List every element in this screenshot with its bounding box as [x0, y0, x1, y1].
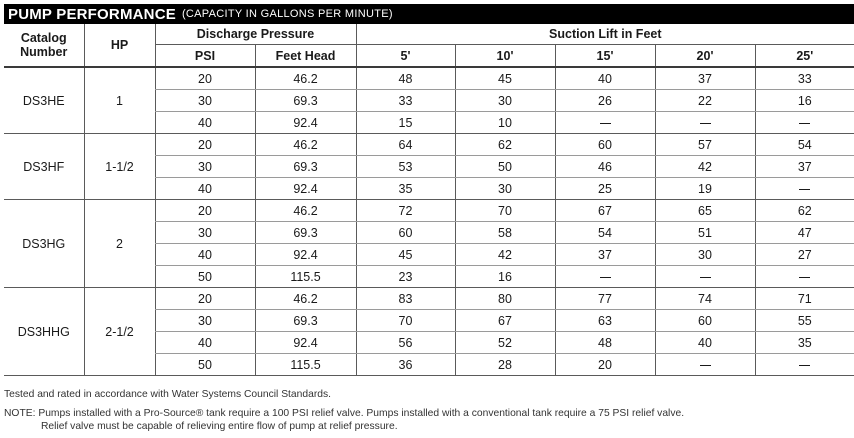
gpm-value-cell: 55 — [755, 310, 854, 332]
gpm-value-cell: 51 — [655, 222, 755, 244]
dash-mark — [600, 277, 611, 278]
catalog-number-cell: DS3HF — [4, 134, 84, 200]
gpm-value-cell: 64 — [356, 134, 455, 156]
gpm-value-cell: 65 — [655, 200, 755, 222]
gpm-value-cell: 80 — [455, 288, 555, 310]
relief-valve-note-cont: Relief valve must be capable of relieving entire flow of pump at relief pressure. — [41, 421, 398, 432]
dash-mark — [700, 123, 711, 124]
feet-head-cell: 69.3 — [255, 222, 356, 244]
gpm-value-cell: 23 — [356, 266, 455, 288]
feet-head-header: Feet Head — [255, 45, 356, 68]
feet-head-cell: 92.4 — [255, 178, 356, 200]
feet-head-cell: 69.3 — [255, 90, 356, 112]
no-value-cell — [755, 266, 854, 288]
gpm-value-cell: 54 — [755, 134, 854, 156]
gpm-value-cell: 25 — [555, 178, 655, 200]
gpm-value-cell: 83 — [356, 288, 455, 310]
hp-cell: 2 — [84, 200, 155, 288]
psi-cell: 30 — [155, 90, 255, 112]
no-value-cell — [755, 178, 854, 200]
catalog-number-cell: DS3HE — [4, 67, 84, 134]
suction-lift-header: Suction Lift in Feet — [356, 24, 854, 45]
dash-mark — [700, 365, 711, 366]
no-value-cell — [555, 266, 655, 288]
gpm-value-cell: 77 — [555, 288, 655, 310]
gpm-value-cell: 16 — [755, 90, 854, 112]
gpm-value-cell: 16 — [455, 266, 555, 288]
feet-head-cell: 69.3 — [255, 310, 356, 332]
table-row — [4, 200, 854, 222]
gpm-value-cell: 62 — [455, 134, 555, 156]
gpm-value-cell: 37 — [655, 67, 755, 90]
gpm-value-cell: 37 — [755, 156, 854, 178]
gpm-value-cell: 54 — [555, 222, 655, 244]
hp-cell: 2-1/2 — [84, 288, 155, 376]
gpm-value-cell: 53 — [356, 156, 455, 178]
feet-head-cell: 46.2 — [255, 288, 356, 310]
gpm-value-cell: 30 — [655, 244, 755, 266]
dash-mark — [799, 189, 810, 190]
gpm-value-cell: 56 — [356, 332, 455, 354]
psi-cell: 50 — [155, 354, 255, 376]
gpm-value-cell: 70 — [356, 310, 455, 332]
gpm-value-cell: 74 — [655, 288, 755, 310]
dash-mark — [600, 123, 611, 124]
gpm-value-cell: 33 — [356, 90, 455, 112]
catalog-number-cell: DS3HHG — [4, 288, 84, 376]
gpm-value-cell: 67 — [555, 200, 655, 222]
gpm-value-cell: 71 — [755, 288, 854, 310]
table-row — [4, 288, 854, 310]
gpm-value-cell: 48 — [356, 67, 455, 90]
table-title-bar — [4, 4, 854, 24]
gpm-value-cell: 60 — [655, 310, 755, 332]
gpm-value-cell: 19 — [655, 178, 755, 200]
feet-head-cell: 115.5 — [255, 266, 356, 288]
gpm-value-cell: 63 — [555, 310, 655, 332]
table-row — [4, 67, 854, 90]
gpm-value-cell: 67 — [455, 310, 555, 332]
footnotes — [4, 388, 684, 433]
table-title: PUMP PERFORMANCE — [8, 5, 176, 23]
feet-head-cell: 46.2 — [255, 200, 356, 222]
gpm-value-cell: 37 — [555, 244, 655, 266]
gpm-value-cell: 42 — [455, 244, 555, 266]
suction-lift-header-5: 25' — [755, 45, 854, 68]
gpm-value-cell: 50 — [455, 156, 555, 178]
psi-cell: 20 — [155, 67, 255, 90]
psi-cell: 40 — [155, 112, 255, 134]
psi-cell: 40 — [155, 178, 255, 200]
dash-mark — [799, 365, 810, 366]
feet-head-cell: 115.5 — [255, 354, 356, 376]
psi-cell: 40 — [155, 244, 255, 266]
suction-lift-header-3: 15' — [555, 45, 655, 68]
gpm-value-cell: 30 — [455, 90, 555, 112]
catalog-number-header — [4, 24, 84, 67]
catalog-number-cell: DS3HG — [4, 200, 84, 288]
feet-head-cell: 46.2 — [255, 67, 356, 90]
relief-valve-note: NOTE: Pumps installed with a Pro-Source® tank require a 100 PSI relief valve. Pumps installed with a conventional tank require a 75 PSI relief valve. — [4, 408, 685, 419]
gpm-value-cell: 47 — [755, 222, 854, 244]
hp-header: HP — [84, 24, 155, 67]
gpm-value-cell: 22 — [655, 90, 755, 112]
gpm-value-cell: 33 — [755, 67, 854, 90]
dash-mark — [799, 277, 810, 278]
psi-header: PSI — [155, 45, 255, 68]
gpm-value-cell: 15 — [356, 112, 455, 134]
table-row — [4, 134, 854, 156]
table-subtitle: (CAPACITY IN GALLONS PER MINUTE) — [181, 8, 393, 20]
no-value-cell — [755, 354, 854, 376]
suction-lift-header-1: 5' — [356, 45, 455, 68]
gpm-value-cell: 30 — [455, 178, 555, 200]
no-value-cell — [655, 266, 755, 288]
feet-head-cell: 92.4 — [255, 112, 356, 134]
gpm-value-cell: 52 — [455, 332, 555, 354]
dash-mark — [799, 123, 810, 124]
gpm-value-cell: 40 — [555, 67, 655, 90]
no-value-cell — [655, 354, 755, 376]
psi-cell: 30 — [155, 222, 255, 244]
tested-note: Tested and rated in accordance with Water Systems Council Standards. — [4, 389, 331, 400]
psi-cell: 20 — [155, 288, 255, 310]
gpm-value-cell: 26 — [555, 90, 655, 112]
gpm-value-cell: 35 — [356, 178, 455, 200]
feet-head-cell: 69.3 — [255, 156, 356, 178]
gpm-value-cell: 46 — [555, 156, 655, 178]
gpm-value-cell: 72 — [356, 200, 455, 222]
gpm-value-cell: 62 — [755, 200, 854, 222]
gpm-value-cell: 42 — [655, 156, 755, 178]
psi-cell: 30 — [155, 156, 255, 178]
gpm-value-cell: 70 — [455, 200, 555, 222]
hp-cell: 1-1/2 — [84, 134, 155, 200]
gpm-value-cell: 45 — [356, 244, 455, 266]
feet-head-cell: 92.4 — [255, 332, 356, 354]
suction-lift-header-4: 20' — [655, 45, 755, 68]
no-value-cell — [655, 112, 755, 134]
psi-cell: 20 — [155, 134, 255, 156]
gpm-value-cell: 60 — [555, 134, 655, 156]
gpm-value-cell: 10 — [455, 112, 555, 134]
gpm-value-cell: 28 — [455, 354, 555, 376]
gpm-value-cell: 36 — [356, 354, 455, 376]
suction-lift-header-2: 10' — [455, 45, 555, 68]
gpm-value-cell: 45 — [455, 67, 555, 90]
gpm-value-cell: 48 — [555, 332, 655, 354]
pump-performance-table — [4, 24, 854, 376]
catalog-header-line2: Number — [20, 45, 68, 59]
gpm-value-cell: 57 — [655, 134, 755, 156]
psi-cell: 20 — [155, 200, 255, 222]
no-value-cell — [555, 112, 655, 134]
psi-cell: 30 — [155, 310, 255, 332]
feet-head-cell: 92.4 — [255, 244, 356, 266]
gpm-value-cell: 60 — [356, 222, 455, 244]
gpm-value-cell: 35 — [755, 332, 854, 354]
gpm-value-cell: 27 — [755, 244, 854, 266]
psi-cell: 50 — [155, 266, 255, 288]
hp-cell: 1 — [84, 67, 155, 134]
catalog-header-line1: Catalog — [20, 31, 67, 45]
discharge-pressure-header: Discharge Pressure — [155, 24, 356, 45]
gpm-value-cell: 20 — [555, 354, 655, 376]
gpm-value-cell: 40 — [655, 332, 755, 354]
feet-head-cell: 46.2 — [255, 134, 356, 156]
psi-cell: 40 — [155, 332, 255, 354]
gpm-value-cell: 58 — [455, 222, 555, 244]
no-value-cell — [755, 112, 854, 134]
dash-mark — [700, 277, 711, 278]
